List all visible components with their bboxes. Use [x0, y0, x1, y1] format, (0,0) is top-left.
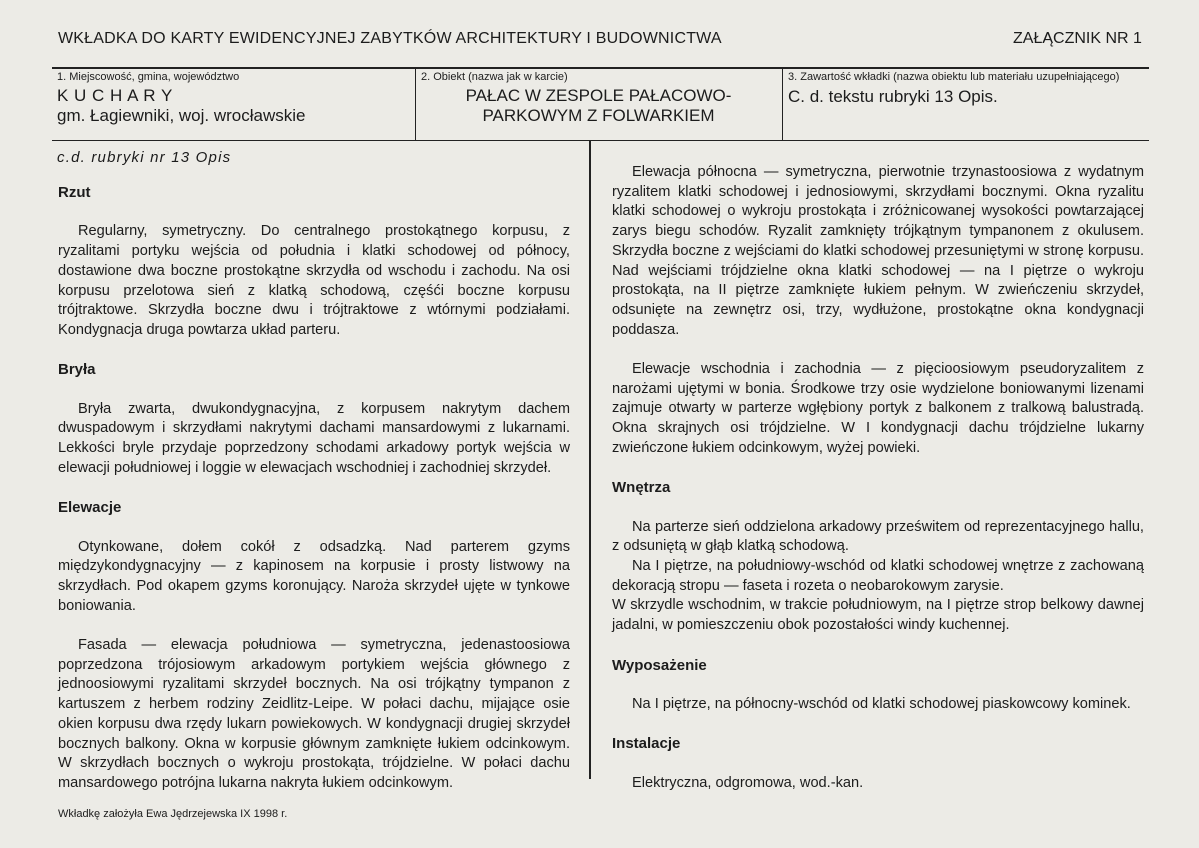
footer-author-note: Wkładkę założyła Ewa Jędrzejewska IX 1998 r. [58, 808, 288, 820]
location-label: 1. Miejscowość, gmina, województwo [57, 71, 240, 83]
location-value-commune: gm. Łagiewniki, woj. wrocławskie [57, 106, 306, 125]
wnetrza-paragraph-3: W skrzydle wschodnim, w trakcie południowym, na I piętrze strop belkowy dawnej jadalni, w pomieszczeniu obok pozostałości windy kuchennej. [612, 597, 1144, 634]
header-top-rule [52, 67, 1149, 69]
annex-number: ZAŁĄCZNIK NR 1 [1013, 30, 1142, 47]
fasada-paragraph: Fasada — elewacja południowa — symetryczna, jedenastoosiowa poprzedzona trójosiowym arkadowym portykiem wejścia głównego z jednoosiowymi ryzalitami skrzydeł bocznych. Na osi trójkątny tympanon z kartuszem z herbem rodziny Zeidlitz-Leipe. W połaci dachu, mijające osie okien korpusu dwa rzędy lukarn powiekowych. W kondygnacji drugiej skrzydeł bocznych balkony. Okna w korpusie głównym zamknięte łukiem odcinkowym. W skrzydłach bocznych o wykroju prostokąta, trójdzielne. W połaci dachu mansardowego potrójna lukarna nakryta łukiem odcinkowym. [58, 637, 570, 791]
object-value-line2: PARKOWYM Z FOLWARKIEM [482, 106, 715, 125]
section-heading-wyposazenie: Wyposażenie [612, 656, 707, 674]
wnetrza-paragraph-2: Na I piętrze, na południowy-wschód od klatki schodowej wnętrze z zachowaną dekoracją stropu — faseta i rozeta o neobarokowym zarysie. [612, 558, 1144, 594]
elewacja-polnocna-paragraph: Elewacja północna — symetryczna, pierwotnie trzynastoosiowa z wydatnym ryzalitem klatki schodowej i jednosiowymi, skrzydłami bocznymi. Okna ryzalitu klatki schodowej o wykroju prostokąta i zróżnicowanej wysokości powtarzającej zarys biegu schodów. Ryzalit zamknięty trójkątnym tympanonem z okulusem. Skrzydła boczne z wejściami do klatki schodowej przesuniętymi w stronę korpusu. Nad wejściami trójdzielne okna klatki schodowej — na I piętrze o wykroju prostokąta, na II piętrze zamknięte łukiem pełnym. W zwieńczeniu skrzydeł, odsunięte na zewnętrz osi, trzy, wydłużone, prostokątne okna kondygnacji poddasza. [612, 164, 1144, 338]
left-column [58, 183, 570, 794]
bryla-paragraph: Bryła zwarta, dwukondygnacyjna, z korpusem nakrytym dachem dwuspadowym i skrzydłami nakrytymi dachami mansardowymi z lukarnami. Lekkości bryle przydaje poprzedzony schodami arkadowy portyk wejścia w elewacji południowej i loggie w elewacjach wschodniej i zachodniej skrzydeł. [58, 400, 570, 476]
location-value-town: K U C H A R Y [57, 86, 173, 105]
instalacje-paragraph: Elektryczna, odgromowa, wod.-kan. [632, 774, 864, 791]
field-divider-2 [782, 67, 783, 141]
wyposazenie-paragraph: Na I piętrze, na północny-wschód od klatki schodowej piaskowcowy kominek. [632, 695, 1131, 712]
right-column [612, 163, 1144, 793]
content-label: 3. Zawartość wkładki (nazwa obiektu lub materiału uzupełniającego) [788, 71, 1120, 83]
content-value: C. d. tekstu rubryki 13 Opis. [788, 87, 998, 106]
wnetrza-paragraph-1: Na parterze sień oddzielona arkadowy prześwitem od reprezentacyjnego hallu, z odsuniętą w głąb klatką schodową. [612, 518, 1144, 555]
section-heading-instalacje: Instalacje [612, 735, 681, 753]
elewacje-paragraph: Otynkowane, dołem cokół z odsadzką. Nad parterem gzyms międzykondygnacyjny — z kapinosem na korpusie i prosty listwowy na skrzydłach. Pod okapem gzyms koronujący. Naroża skrzydeł ujęte w tynkowe boniowania. [58, 538, 570, 614]
column-divider [589, 141, 591, 779]
elewacje-wschodnia-paragraph: Elewacje wschodnia i zachodnia — z pięcioosiowym pseudoryzalitem z narożami ujętymi w bonia. Środkowe trzy osie wydzielone boniowanymi lizenami zajmuje otwarty w parterze wgłębiony portyk z balkonem z tralkową balustradą. Okna skrajnych osi trójdzielne. W I kondygnacji dachu trójdzielne lukarny zwieńczone łukiem odcinkowym, wyżej powieki. [612, 361, 1144, 456]
section-heading-elewacje: Elewacje [58, 499, 122, 517]
rzut-paragraph: Regularny, symetryczny. Do centralnego prostokątnego korpusu, z ryzalitami portyku wejścia od południa i klatki schodowej od północy, dostawione dwa boczne prostokątne skrzydła od wschodu i zachodu. Na osi korpusu przelotowa sień z klatką schodową, częśći boczne korpusu trójtraktowe. Skrzydła boczne dwu i trójtraktowe z wtórnymi podziałami. Kondygnacja druga powtarza układ parteru. [58, 223, 570, 338]
section-heading-wnetrza: Wnętrza [612, 479, 671, 497]
section-heading-rzut: Rzut [58, 184, 91, 201]
object-label: 2. Obiekt (nazwa jak w karcie) [421, 71, 568, 83]
header-bottom-rule [52, 140, 1149, 141]
section-heading-bryla: Bryła [58, 361, 96, 379]
continuation-note: c.d. rubryki nr 13 Opis [57, 149, 232, 166]
document-title: WKŁADKA DO KARTY EWIDENCYJNEJ ZABYTKÓW ARCHITEKTURY I BUDOWNICTWA [58, 30, 722, 47]
object-value-line1: PAŁAC W ZESPOLE PAŁACOWO- [465, 86, 732, 105]
